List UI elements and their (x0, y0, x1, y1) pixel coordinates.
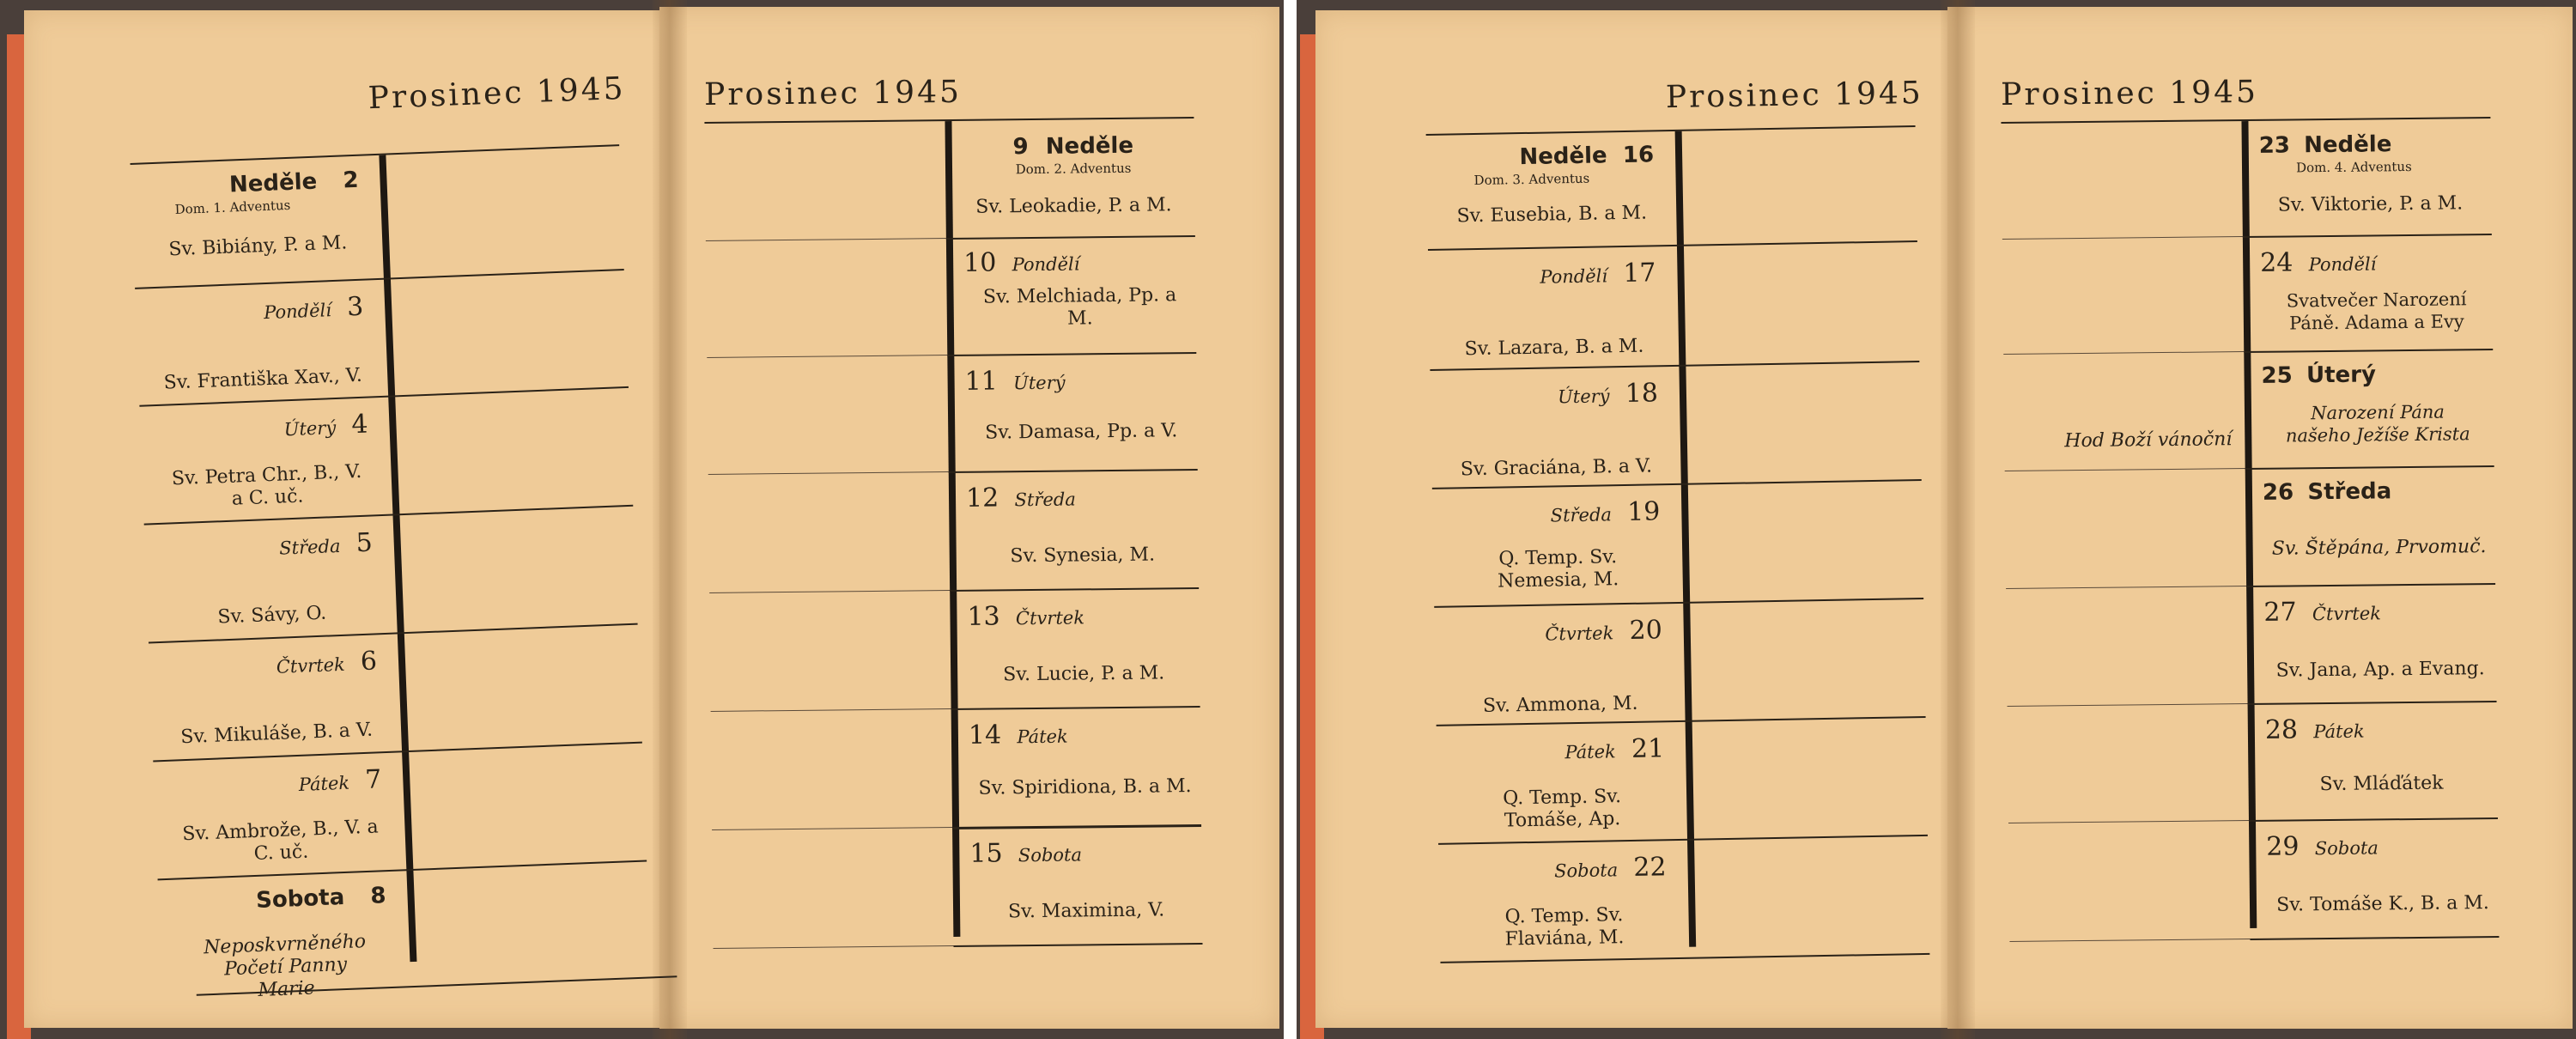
saint-name: Sv. Graciána, B. a V. (1460, 455, 1653, 481)
day-number: 28 (2264, 714, 2299, 745)
day-number: 17 (1623, 258, 1656, 289)
header-rule (1426, 125, 1916, 136)
day-rule (1438, 835, 1928, 845)
day-rule (2248, 701, 2497, 705)
day-rule (1434, 598, 1923, 608)
weekday: Pátek (1564, 741, 1616, 763)
day-number: 19 (1626, 496, 1661, 527)
day-rule (952, 824, 1201, 829)
day-rule (706, 238, 946, 241)
day-entry (136, 291, 388, 396)
saint-name: Narození Pána našeho Ježíše Krista (2285, 401, 2470, 447)
saint-name: Sv. Ambrože, B., V. a C. uč. (181, 816, 380, 866)
day-rule (1430, 361, 1919, 371)
day-entry (2260, 246, 2493, 335)
sunday-note: Dom. 3. Adventus (1473, 170, 1590, 189)
day-rule (2243, 234, 2492, 238)
day-number: 29 (2266, 831, 2300, 862)
weekday: Pátek (298, 772, 350, 795)
day-entry (1431, 378, 1681, 482)
saint-name: Sv. Synesia, M. (1010, 544, 1156, 568)
day-rule (1437, 716, 1926, 726)
day-number: 23 (2258, 132, 2291, 159)
day-entry (2261, 361, 2494, 447)
saint-name: Sv. Leokadie, P. a M. (975, 194, 1172, 218)
day-number: 11 (964, 366, 998, 397)
right-page-content (703, 74, 1211, 945)
day-entry (1428, 258, 1679, 362)
saint-name: Sv. Viktorie, P. a M. (2277, 192, 2464, 216)
weekday: Sobota (255, 884, 345, 914)
day-number: 4 (350, 409, 369, 441)
day-entry (952, 132, 1195, 219)
day-rule (947, 352, 1196, 356)
weekday: Sobota (1553, 860, 1619, 882)
day-number: 2 (342, 167, 360, 194)
saint-name: Q. Temp. Sv. Tomáše, Ap. (1503, 786, 1622, 832)
header-rule (131, 144, 620, 165)
sunday-note: Dom. 1. Adventus (174, 197, 291, 218)
day-rule (2250, 936, 2499, 940)
weekday: Neděle (1045, 132, 1134, 160)
left-page-content (129, 70, 659, 1001)
holiday-note: Hod Boží vánoční (2064, 428, 2233, 453)
saint-name: Q. Temp. Sv. Flaviána, M. (1504, 904, 1625, 951)
day-rule (2249, 817, 2498, 822)
day-entry (969, 718, 1201, 800)
saint-name: Sv. Eusebia, B. a M. (1456, 202, 1648, 228)
weekday: Neděle (2304, 131, 2392, 159)
day-number: 21 (1631, 733, 1665, 764)
day-number: 20 (1629, 615, 1663, 646)
day-number: 10 (963, 247, 997, 278)
day-rule (2009, 939, 2250, 942)
day-entry (969, 836, 1202, 924)
day-entry (967, 599, 1200, 687)
weekday: Sobota (2314, 837, 2379, 860)
saint-name: Sv. Spiridiona, B. a M. (978, 775, 1192, 799)
day-rule (2246, 583, 2495, 587)
day-entry (1438, 852, 1689, 952)
day-rule (135, 269, 624, 289)
day-rule (2008, 703, 2248, 707)
sunday-note: Dom. 4. Adventus (2295, 158, 2412, 176)
day-rule (2008, 820, 2249, 823)
day-number: 26 (2262, 479, 2294, 506)
day-rule (949, 469, 1198, 473)
day-entry (2249, 131, 2492, 217)
day-number: 12 (965, 483, 999, 513)
column-rule (945, 121, 960, 937)
day-number: 6 (360, 646, 378, 677)
day-entry (2265, 713, 2498, 797)
weekday: Úterý (1557, 386, 1610, 408)
saint-name: Sv. Damasa, Pp. a V. (985, 420, 1178, 444)
saint-name: Sv. Lazara, B. a M. (1464, 335, 1644, 361)
day-number: 8 (369, 883, 387, 909)
day-rule (711, 708, 951, 712)
saint-name: Sv. Jana, Ap. a Evang. (2275, 658, 2485, 682)
day-number: 25 (2261, 362, 2293, 389)
day-rule (1428, 240, 1917, 251)
saint-name: Sv. Štěpána, Prvomuč. (2271, 536, 2487, 560)
saint-name: Q. Temp. Sv. Nemesia, M. (1497, 546, 1619, 592)
saint-name: Neposkvrněného Početí Panny Marie (203, 931, 367, 1001)
weekday: Čtvrtek (2312, 603, 2382, 625)
saint-name: Sv. Tomáše K., B. a M. (2276, 892, 2489, 916)
day-entry (1426, 142, 1677, 228)
scan-spread-2 (1297, 0, 2576, 1039)
weekday: Sobota (1018, 844, 1083, 866)
saint-name: Sv. Sávy, O. (217, 602, 327, 629)
day-entry (1432, 496, 1683, 594)
day-entry (1437, 733, 1687, 834)
day-rule (712, 827, 952, 830)
saint-name: Sv. Mláďátek (2319, 772, 2444, 796)
day-number: 24 (2259, 247, 2293, 278)
day-entry (963, 246, 1196, 331)
day-rule (1432, 479, 1922, 489)
day-rule (951, 706, 1200, 710)
weekday: Středa (2307, 478, 2392, 506)
saint-name: Sv. Ammona, M. (1482, 692, 1638, 717)
weekday: Středa (1550, 504, 1613, 526)
weekday: Pondělí (263, 300, 332, 324)
weekday: Pondělí (2308, 253, 2377, 276)
day-entry (154, 763, 406, 869)
day-number: 15 (969, 838, 1003, 869)
day-rule (2244, 349, 2493, 353)
left-page-content (1425, 75, 1947, 962)
saint-name: Svatvečer Narození Páně. Adama a Evy (2286, 289, 2467, 334)
saint-name: Sv. Františka Xav., V. (163, 364, 363, 394)
weekday: Pátek (2313, 720, 2365, 743)
day-number: 16 (1622, 142, 1655, 168)
weekday: Neděle (1519, 143, 1607, 171)
day-entry (149, 645, 402, 750)
day-number: 7 (364, 764, 382, 795)
page-title: Prosinec 1945 (368, 70, 627, 117)
day-rule (707, 355, 947, 358)
day-number: 3 (346, 291, 364, 323)
day-number: 27 (2263, 597, 2297, 628)
weekday: Úterý (2306, 362, 2377, 389)
weekday: Pondělí (1012, 253, 1080, 276)
weekday: Středa (278, 535, 341, 559)
day-rule (946, 235, 1195, 240)
day-entry (966, 481, 1199, 568)
page-title: Prosinec 1945 (2000, 74, 2259, 112)
day-rule (708, 471, 949, 475)
day-entry (2263, 477, 2495, 561)
weekday: Čtvrtek (1545, 623, 1614, 645)
day-rule (950, 587, 1199, 592)
weekday: Úterý (1012, 372, 1066, 394)
weekday: Středa (1014, 489, 1076, 511)
day-number: 9 (1012, 134, 1029, 161)
saint-name: Sv. Lucie, P. a M. (1003, 662, 1165, 686)
day-rule (2002, 236, 2243, 240)
weekday: Čtvrtek (276, 653, 346, 677)
saint-name: Sv. Petra Chr., B., V. a C. uč. (171, 460, 362, 510)
saint-name: Sv. Bibiány, P. a M. (167, 232, 348, 261)
right-page-content (2000, 74, 2507, 945)
page-title: Prosinec 1945 (703, 74, 963, 112)
day-number: 22 (1633, 852, 1667, 883)
weekday: Pondělí (1540, 265, 1608, 288)
day-number: 14 (968, 720, 1002, 750)
day-number: 5 (355, 527, 374, 559)
day-rule (2245, 465, 2494, 470)
weekday: Čtvrtek (1015, 607, 1085, 629)
scan-spread-1 (0, 0, 1284, 1039)
gutter (1941, 0, 1975, 1039)
sunday-note: Dom. 2. Adventus (1015, 160, 1132, 178)
day-entry (144, 527, 397, 632)
saint-name: Sv. Mikuláše, B. a V. (179, 719, 374, 749)
saint-name: Sv. Melchiada, Pp. a M. (982, 284, 1177, 330)
day-entry (964, 364, 1197, 445)
day-entry (1434, 615, 1685, 719)
day-rule (2003, 351, 2244, 355)
weekday: Pátek (1017, 726, 1068, 748)
day-number: 18 (1625, 378, 1659, 409)
day-entry (2263, 595, 2496, 683)
page-title: Prosinec 1945 (1665, 75, 1924, 116)
saint-name: Sv. Maximina, V. (1007, 899, 1165, 923)
day-rule (2005, 468, 2245, 471)
day-rule (709, 590, 950, 593)
day-number: 13 (967, 601, 1000, 632)
column-rule (2241, 121, 2257, 928)
weekday: Neděle (228, 168, 318, 198)
day-entry (131, 167, 383, 263)
weekday: Úterý (283, 417, 337, 441)
day-rule (2006, 586, 2246, 589)
gutter (653, 0, 687, 1039)
day-entry (140, 409, 392, 514)
day-entry (2266, 829, 2499, 917)
